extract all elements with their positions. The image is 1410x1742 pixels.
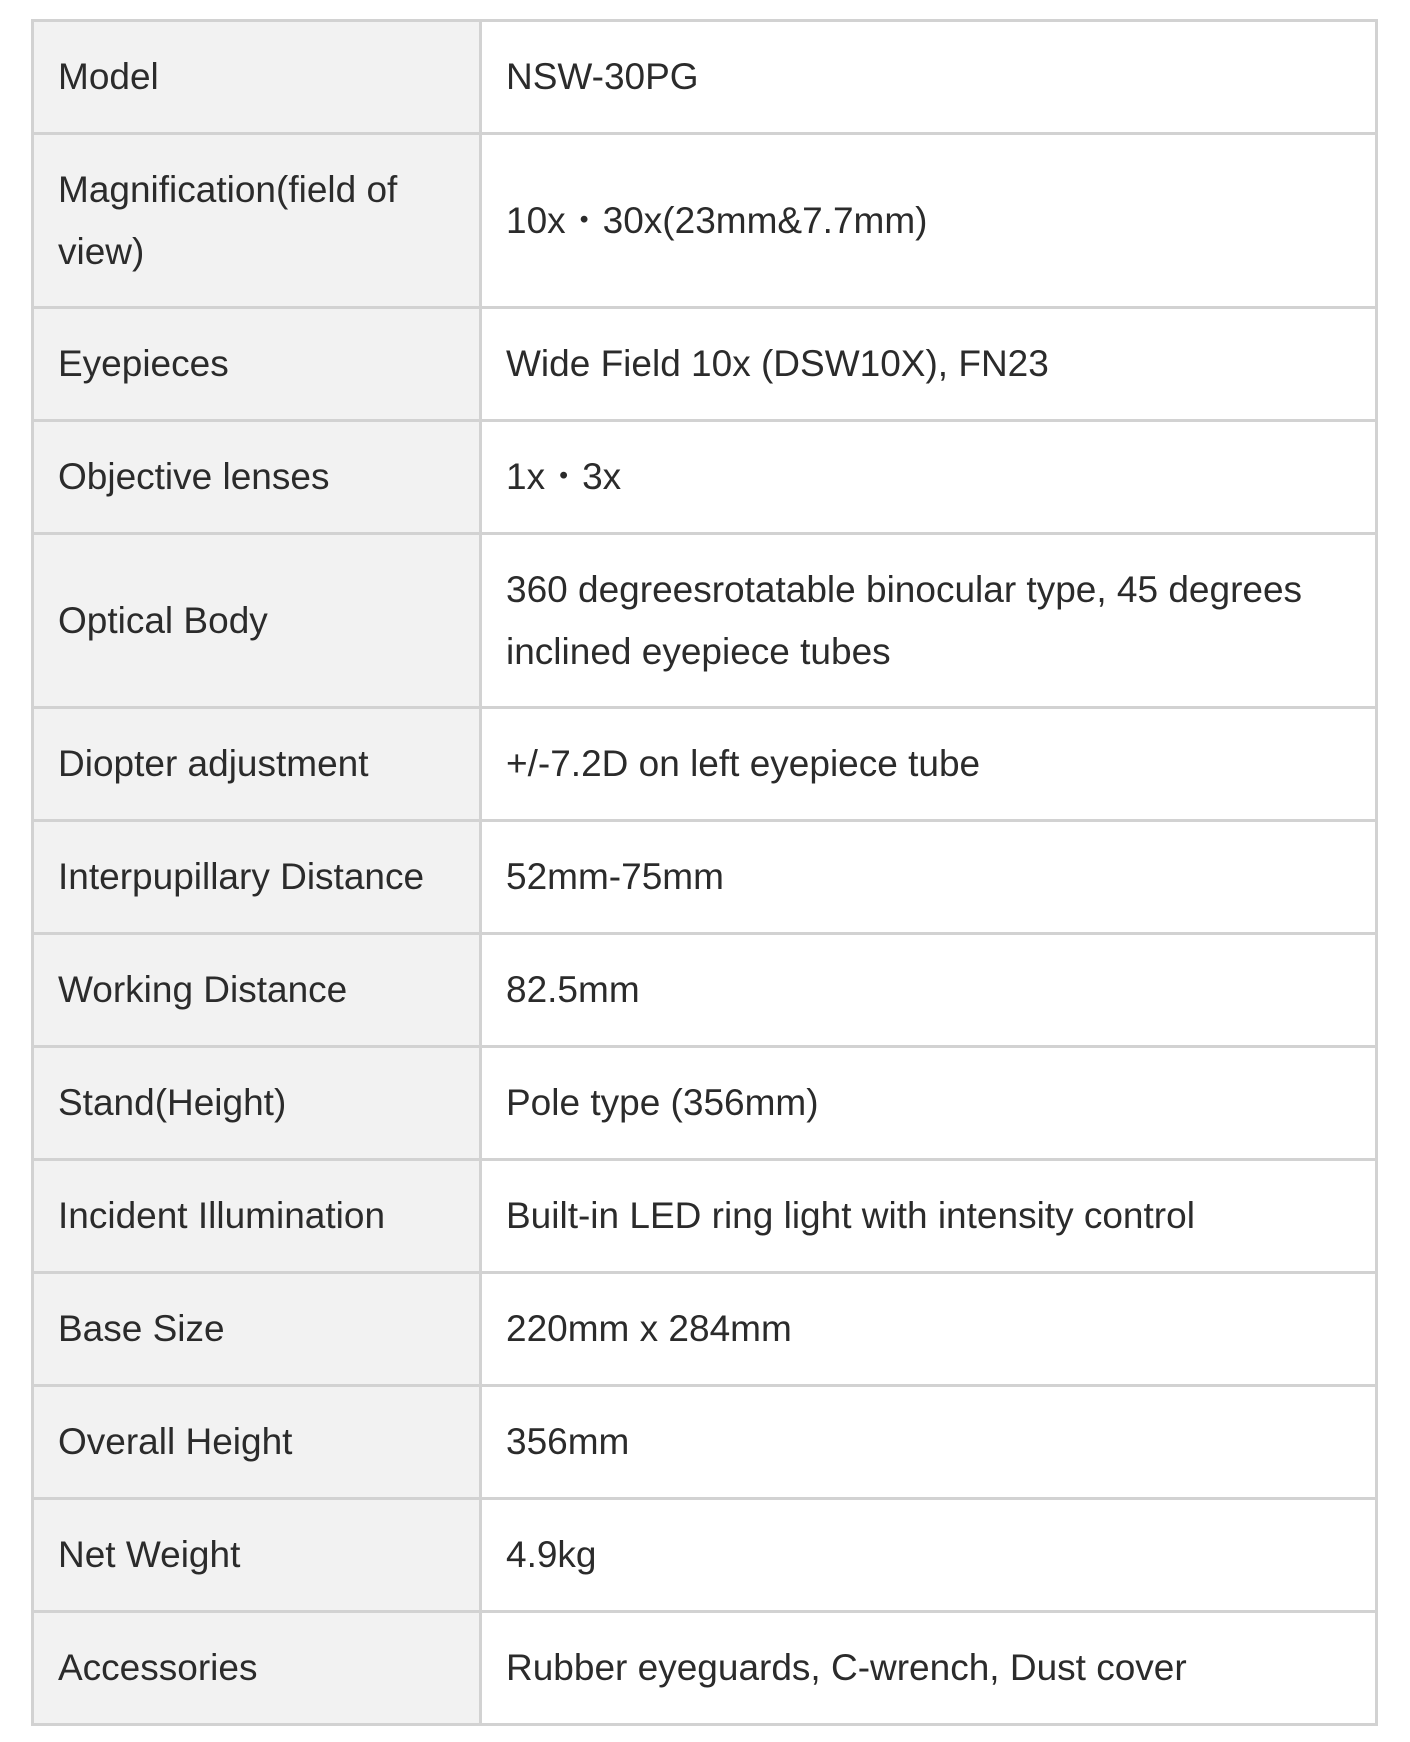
spec-value: 356mm <box>481 1386 1377 1499</box>
spec-value: Built-in LED ring light with intensity control <box>481 1160 1377 1273</box>
spec-row-optical-body <box>33 534 1377 708</box>
spec-label: Optical Body <box>33 534 481 708</box>
spec-label: Net Weight <box>33 1499 481 1612</box>
spec-row-magnification <box>33 134 1377 308</box>
spec-label: Stand(Height) <box>33 1047 481 1160</box>
spec-value: Pole type (356mm) <box>481 1047 1377 1160</box>
spec-value: Wide Field 10x (DSW10X), FN23 <box>481 308 1377 421</box>
spec-row-stand-height <box>33 1047 1377 1160</box>
spec-row-objective-lenses <box>33 421 1377 534</box>
spec-row-overall-height <box>33 1386 1377 1499</box>
spec-value: 4.9kg <box>481 1499 1377 1612</box>
spec-label: Diopter adjustment <box>33 708 481 821</box>
spec-label: Overall Height <box>33 1386 481 1499</box>
spec-row-model <box>33 21 1377 134</box>
spec-row-net-weight <box>33 1499 1377 1612</box>
spec-row-base-size <box>33 1273 1377 1386</box>
spec-row-working-distance <box>33 934 1377 1047</box>
spec-value: NSW-30PG <box>481 21 1377 134</box>
spec-value: 220mm x 284mm <box>481 1273 1377 1386</box>
spec-value: 52mm-75mm <box>481 821 1377 934</box>
spec-label: Objective lenses <box>33 421 481 534</box>
spec-value: 360 degreesrotatable binocular type, 45 degrees inclined eyepiece tubes <box>481 534 1377 708</box>
spec-label: Incident Illumination <box>33 1160 481 1273</box>
spec-label: Accessories <box>33 1612 481 1725</box>
spec-row-accessories <box>33 1612 1377 1725</box>
spec-value: 1x・3x <box>481 421 1377 534</box>
spec-row-incident-illumination <box>33 1160 1377 1273</box>
spec-table <box>31 19 1378 1726</box>
spec-label: Working Distance <box>33 934 481 1047</box>
spec-label: Eyepieces <box>33 308 481 421</box>
spec-row-eyepieces <box>33 308 1377 421</box>
spec-label: Model <box>33 21 481 134</box>
spec-label: Magnification(field of view) <box>33 134 481 308</box>
spec-value: Rubber eyeguards, C-wrench, Dust cover <box>481 1612 1377 1725</box>
spec-value: +/-7.2D on left eyepiece tube <box>481 708 1377 821</box>
spec-value: 82.5mm <box>481 934 1377 1047</box>
spec-row-diopter-adjustment <box>33 708 1377 821</box>
spec-label: Interpupillary Distance <box>33 821 481 934</box>
spec-label: Base Size <box>33 1273 481 1386</box>
spec-value: 10x・30x(23mm&7.7mm) <box>481 134 1377 308</box>
spec-row-interpupillary-distance <box>33 821 1377 934</box>
